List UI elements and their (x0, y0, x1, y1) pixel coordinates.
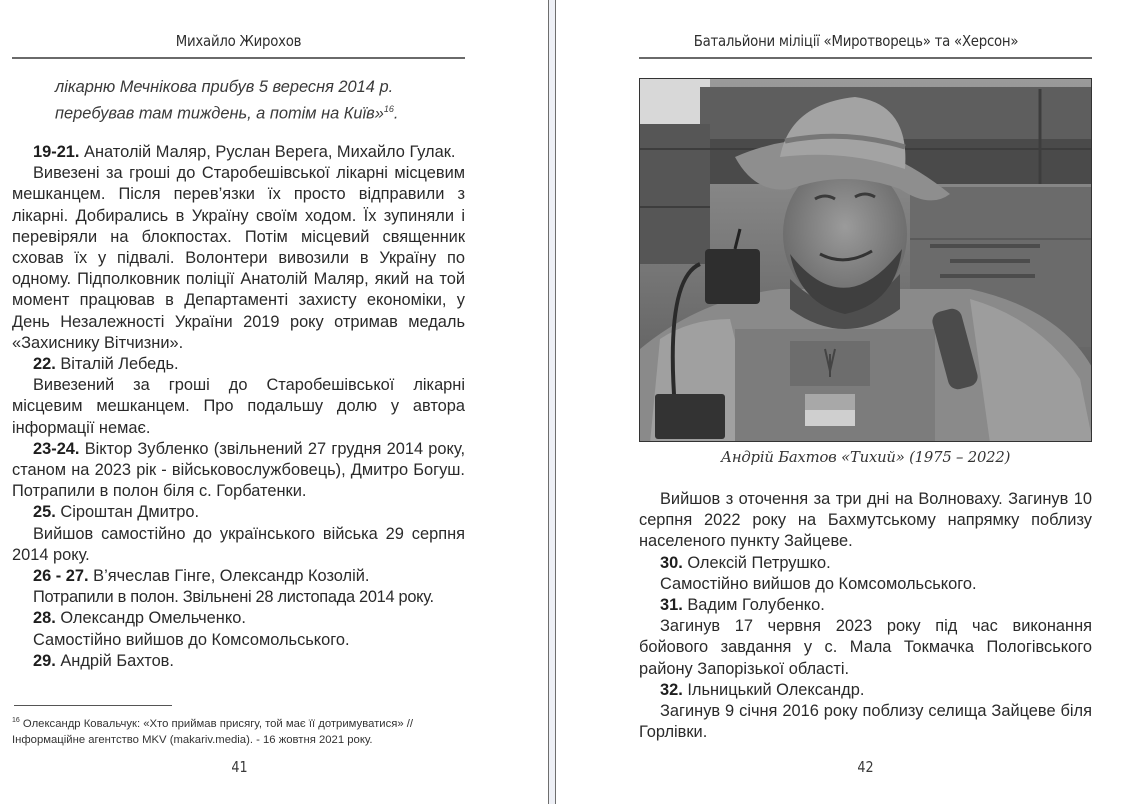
running-head-author: Михайло Жирохов (175, 32, 302, 50)
entry-number: 29. (33, 651, 56, 670)
footnote-ref[interactable]: 16 (383, 103, 394, 114)
header-rule (639, 57, 1092, 59)
footnote-number: 16 (12, 717, 20, 724)
entry-heading: 25. Сіроштан Дмитро. (33, 503, 200, 522)
running-head-title: Батальйони міліції «Миротворець» та «Херсон» (693, 32, 1019, 50)
quote-line: лікарню Мечнікова прибув 5 вересня 2014 р. (55, 78, 394, 96)
body-text (12, 142, 465, 672)
entry-heading: 19-21. Анатолій Маляр, Руслан Верега, Михайло Гулак. (33, 143, 456, 161)
left-page (0, 0, 548, 804)
entry-heading: 30. Олексій Петрушко. (660, 553, 831, 572)
page-number: 41 (231, 758, 248, 776)
page-number: 42 (857, 758, 874, 776)
entry-paragraph: Вивезені за гроші до Старобешівської лікарні місцевим мешканцем. Після перев’язки їх просто відправили з лікарні. Добирались в Україну своїм ходом. Їх зупиняли і перевіряли на блокпостах. Потім місцевий священник сховав їх у підвалі. Волонтери вивозили в Україну по одному. Підполковник поліції Анатолій Маляр, який на той момент працював в Департаменті захисту економіки, у День Незалежності України 2019 року отримав медаль «Захиснику Вітчизни». (12, 164, 465, 352)
entry-paragraph: Загинув 17 червня 2023 року під час виконання бойового завдання у с. Мала Токмачка Пологівського району Запорізької області. (639, 617, 1092, 678)
quote-line: перебував там тиждень, а потім на Київ»$^{16}$. (55, 103, 399, 122)
entry-paragraph: Вийшов з оточення за три дні на Волноваху. Загинув 10 серпня 2022 року на Бахмутському напрямку поблизу населеного пункту Зайцеве. (639, 490, 1092, 551)
entry-heading: 22. Віталій Лебедь. (33, 355, 179, 374)
entry-number: 23-24. (33, 439, 80, 458)
body-text (639, 489, 1092, 743)
entry-heading: 32. Ільницький Олександр. (660, 680, 865, 699)
photo-image-icon (640, 79, 1092, 442)
book-gutter (548, 0, 556, 804)
entry-number: 28. (33, 609, 56, 628)
footnote-rule (14, 705, 172, 706)
right-page (556, 0, 1137, 804)
entry-heading: 29. Андрій Бахтов. (33, 651, 174, 670)
entry-paragraph: Самостійно вийшов до Комсомольського. (660, 574, 977, 593)
entry-number: 19-21. (33, 143, 80, 161)
entry-heading: 26 - 27. В’ячеслав Гінге, Олександр Козолій. (33, 567, 370, 586)
entry-paragraph: Потрапили в полон. Звільнені 28 листопада 2014 року. (33, 588, 434, 607)
entry-number: 31. (660, 596, 683, 615)
entry-paragraph: Вийшов самостійно до українського війська 29 серпня 2014 року. (12, 524, 465, 564)
entry-number: 30. (660, 553, 683, 572)
entry-heading: 31. Вадим Голубенко. (660, 596, 825, 615)
quote-continuation (55, 77, 465, 124)
entry-paragraph: Самостійно вийшов до Комсомольського. (33, 630, 350, 649)
entry-number: 26 - 27. (33, 567, 89, 586)
photo-caption: Андрій Бахтов «Тихий» (1975 – 2022) (720, 449, 1011, 466)
footnote: $^{16}$ Олександр Ковальчук: «Хто приймав присягу, той має її дотримуватися» // Інформаційне агентство MKV (makariv.media). - 16 жовтня 2021 року. (12, 717, 414, 746)
portrait-photo (639, 78, 1092, 442)
entry-paragraph: Вивезений за гроші до Старобешівської лікарні місцевим мешканцем. Про подальшу долю у автора інформації немає. (12, 376, 465, 437)
entry-number: 25. (33, 503, 56, 522)
entry-paragraph: Загинув 9 січня 2016 року поблизу селища Зайцеве біля Горлівки. (639, 702, 1092, 742)
entry-heading: 28. Олександр Омельченко. (33, 609, 246, 628)
entry-heading: 23-24. Віктор Зубленко (звільнений 27 грудня 2014 року, станом на 2023 рік - військовослужбовець), Дмитро Богуш. Потрапили в полон біля с. Горбатенки. (12, 439, 465, 501)
header-rule (12, 57, 465, 59)
entry-number: 32. (660, 680, 683, 699)
entry-number: 22. (33, 355, 56, 374)
